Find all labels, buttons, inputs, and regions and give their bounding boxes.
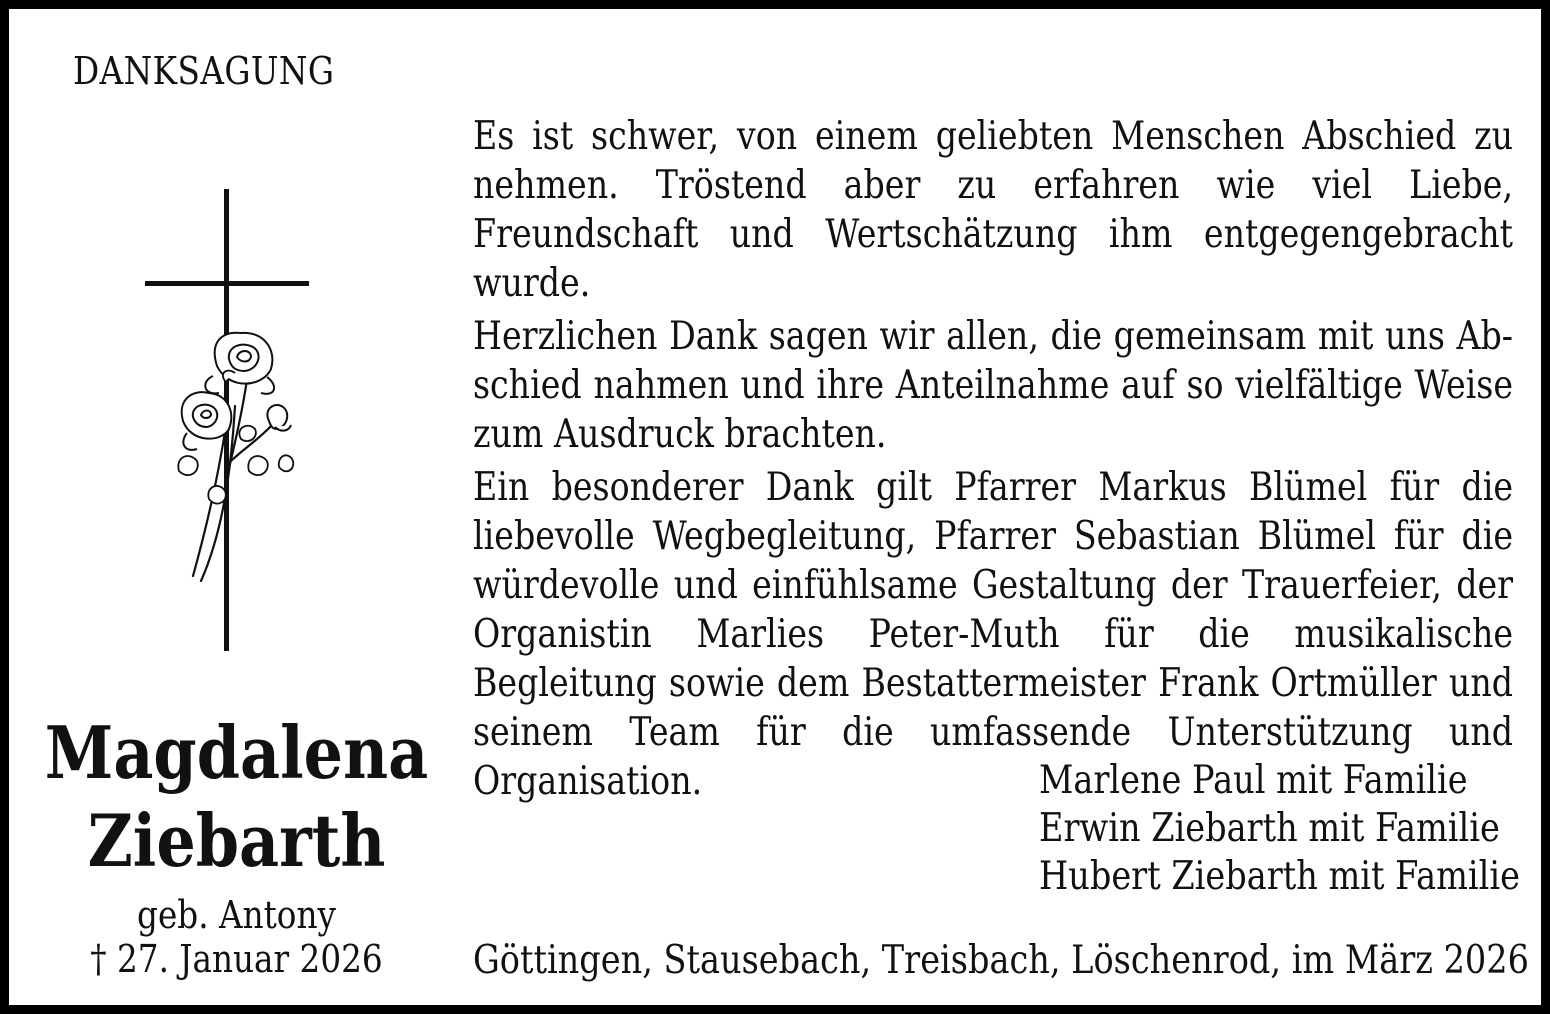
- thanks-paragraph-3: Ein besonderer Dank gilt Pfarrer Markus Blümel für die liebevolle Wegbegleitung, Pfarrer Sebastian Blümel für die würdevolle und einfühlsame Gestaltung der Trauerfeier, der Organistin Marlies Peter-Muth für die musikalische Begleitung sowie dem Bestattermeister Frank Ortmüller und seinem Team für die umfassende Unterstützung und Organisation.: [473, 465, 1514, 804]
- signers-list: [1039, 757, 1550, 901]
- notice-heading: DANKSAGUNG: [73, 49, 335, 93]
- signer-3: Hubert Ziebarth mit Familie: [1039, 854, 1520, 899]
- deceased-last-name: Ziebarth: [87, 798, 386, 883]
- deceased-maiden-name: geb. Antony: [137, 893, 336, 937]
- deceased-first-name: Magdalena: [44, 710, 429, 795]
- deceased-block: [9, 709, 464, 981]
- place-and-date: Göttingen, Stausebach, Treisbach, Löschenrod, im März 2026: [473, 938, 1529, 983]
- thanks-paragraph-2: Herzlichen Dank sagen wir allen, die gemeinsam mit uns Abschied nahmen und ihre Anteilnahme auf so vielfältige Weise zum Ausdruck brachten.: [473, 314, 1514, 457]
- deceased-death-date: † 27. Januar 2026: [90, 937, 383, 981]
- thanks-text: [473, 112, 1513, 810]
- signer-1: Marlene Paul mit Familie: [1039, 758, 1468, 803]
- cross-with-roses-icon: [131, 181, 323, 661]
- signer-2: Erwin Ziebarth mit Familie: [1039, 806, 1500, 851]
- thanks-paragraph-1: Es ist schwer, von einem geliebten Menschen Abschied zu nehmen. Tröstend aber zu erfahren wie viel Liebe, Freundschaft und Wertschätzung ihm entgegengebracht wurde.: [473, 114, 1514, 306]
